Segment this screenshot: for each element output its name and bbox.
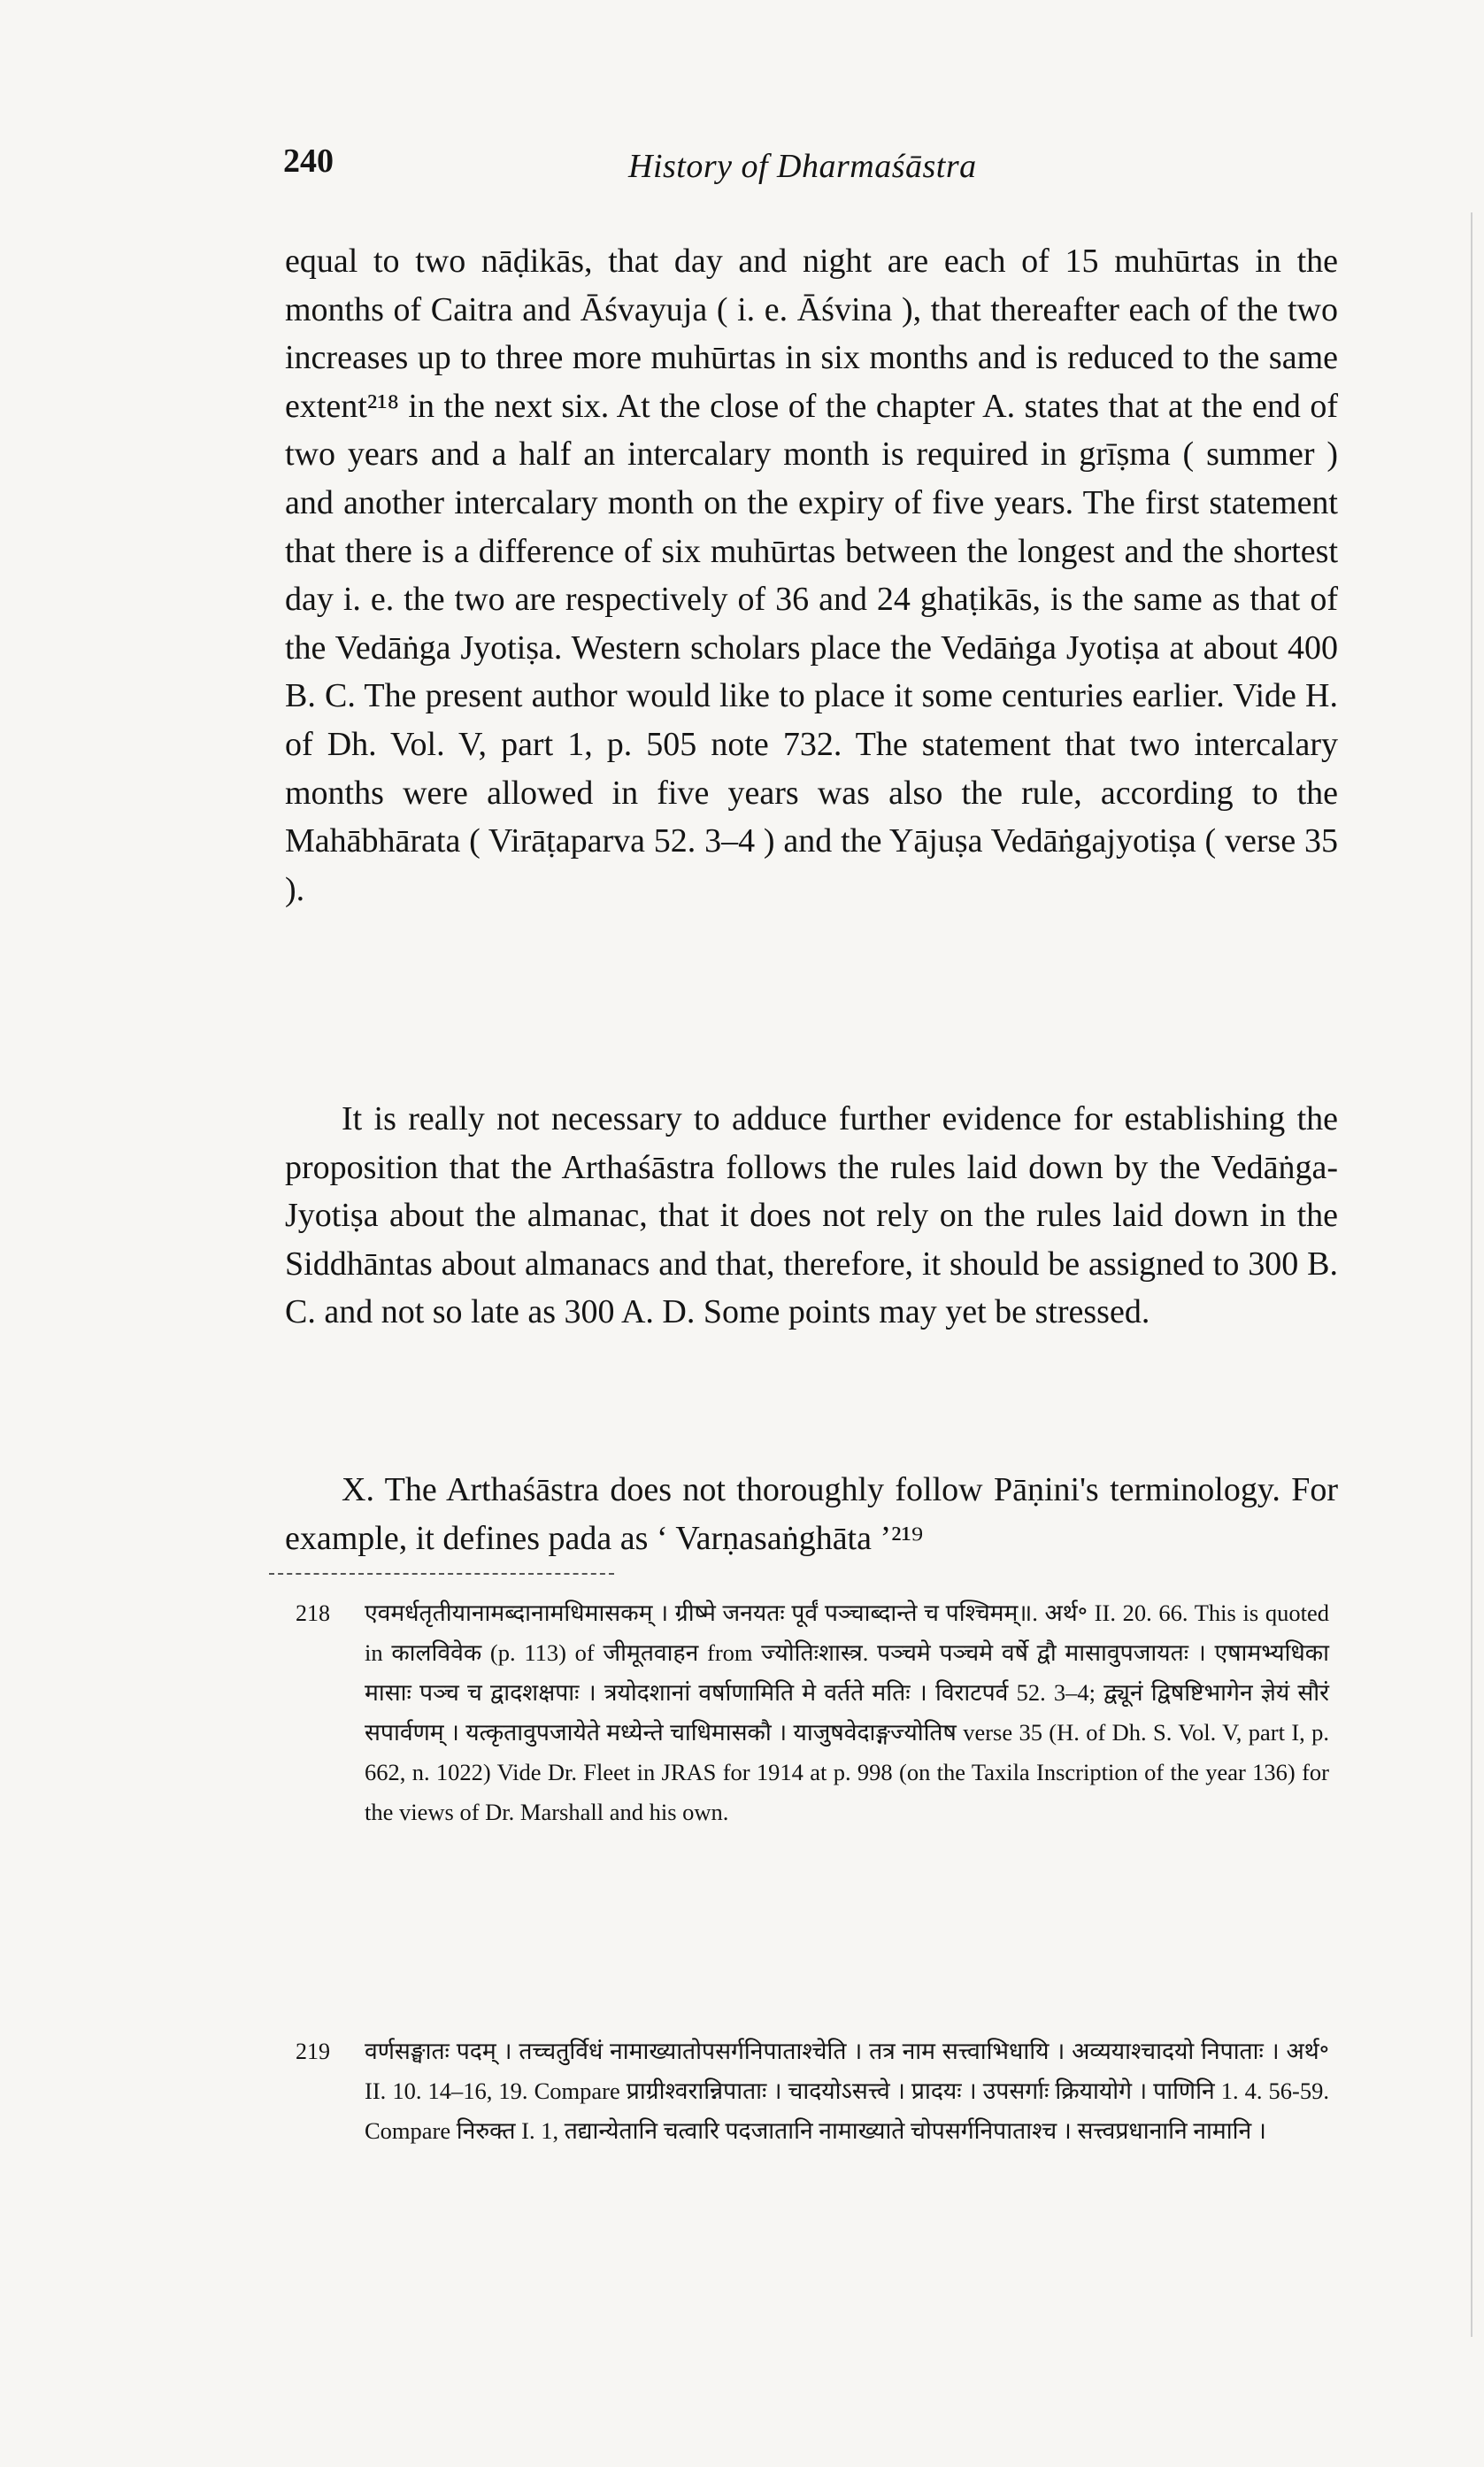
footnote-divider xyxy=(269,1573,614,1575)
body-paragraph-3: X. The Arthaśāstra does not thoroughly follow Pāṇini's terminology. For example, it defines pada as ‘ Varṇasaṅghāta ’²¹⁹ xyxy=(285,1471,1338,1557)
page-header xyxy=(283,142,1354,204)
body-paragraph-2: It is really not necessary to adduce further evidence for establishing the proposition that the Arthaśāstra follows the rules laid down by the Vedāṅga-Jyotiṣa about the almanac, that it does not rely on the rules laid down in the Siddhāntas about almanacs and that, therefore, it should be assigned to 300 B. C. and not so late as 300 A. D. Some points may yet be stressed. xyxy=(285,1100,1338,1331)
footnote-218 xyxy=(285,1593,1329,2018)
running-title: History of Dharmaśāstra xyxy=(628,148,977,185)
footnote-219 xyxy=(285,2031,1329,2315)
body-paragraph-1: equal to two nāḍikās, that day and night are each of 15 muhūrtas in the months of Caitra and Āśvayuja ( i. e. Āśvina ), that thereafter each of the two increases up to three more muhūrtas in six months and is reduced to the same extent²¹⁸ in the next six. At the close of the chapter A. states that at the end of two years and a half an intercalary month is required in grīṣma ( summer ) and another intercalary month on the expiry of five years. The first statement that there is a difference of six muhūrtas between the longest and the shortest day i. e. the two are respectively of 36 and 24 ghaṭikās, is the same as that of the Vedāṅga Jyotiṣa. Western scholars place the Vedāṅga Jyotiṣa at about 400 B. C. The present author would like to place it some centuries earlier. Vide H. of Dh. Vol. V, part 1, p. 505 note 732. The statement that two intercalary months were allowed in five years was also the rule, according to the Mahābhārata ( Virāṭaparva 52. 3–4 ) and the Yājuṣa Vedāṅgajyotiṣa ( verse 35 ). xyxy=(285,243,1338,908)
page-edge-line xyxy=(1471,212,1472,2337)
footnote-text: एवमर्धतृतीयानामब्दानामधिमासकम् । ग्रीष्मे जनयतः पूर्वं पञ्चाब्दान्ते च पश्चिमम्॥. अर्थ॰ II. 20. 66. This is quoted in कालविवेक (p. 113) of जीमूतवाहन from ज्योतिःशास्त्र. पञ्चमे पञ्चमे वर्षे द्वौ मासावुपजायतः । एषामभ्यधिका मासाः पञ्च च द्वादशक्षपाः । त्रयोदशानां वर्षाणामिति मे वर्तते मतिः । विराटपर्व 52. 3–4; द्व्यूनं द्विषष्टिभागेन ज्ञेयं सौरं सपार्वणम् । यत्कृतावुपजायेते मध्येन्ते चाधिमासकौ । याजुषवेदाङ्गज्योतिष verse 35 (H. of Dh. S. Vol. V, part I, p. 662, n. 1022) Vide Dr. Fleet in JRAS for 1914 at p. 998 (on the Taxila Inscription of the year 136) for the views of Dr. Marshall and his own. xyxy=(365,1600,1329,1825)
footnote-text: वर्णसङ्घातः पदम् । तच्चतुर्विधं नामाख्यातोपसर्गनिपाताश्चेति । तत्र नाम सत्त्वाभिधायि । अव्ययाश्चादयो निपाताः । अर्थ॰ II. 10. 14–16, 19. Compare प्राग्रीश्वरान्निपाताः । चादयोऽसत्त्वे । प्रादयः । उपसर्गाः क्रियायोगे । पाणिनि 1. 4. 56-59. Compare निरुक्त I. 1, तद्यान्येतानि चत्वारि पदजातानि नामाख्याते चोपसर्गनिपाताश्च । सत्त्वप्रधानानि नामानि । xyxy=(365,2038,1329,2144)
footnote-number: 219 xyxy=(296,2039,330,2064)
page-number: 240 xyxy=(283,143,334,180)
footnote-number: 218 xyxy=(296,1600,330,1626)
